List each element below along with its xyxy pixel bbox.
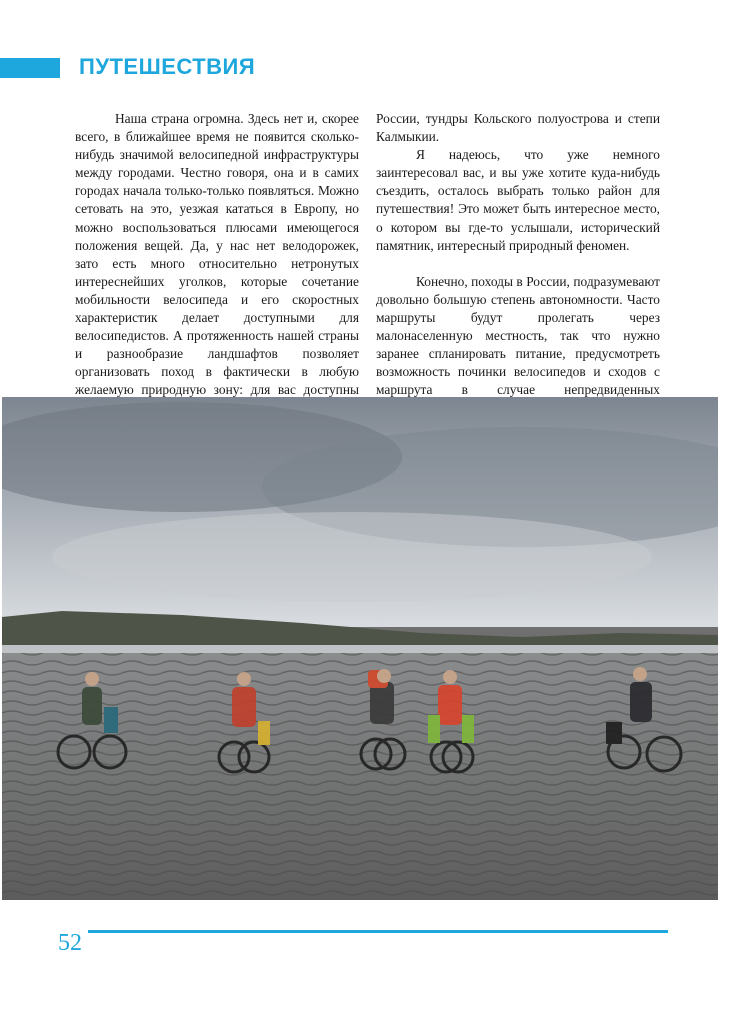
- article-paragraph-continuation: России, тундры Кольского полуострова и степи Калмыкии.: [376, 111, 660, 145]
- section-accent-bar: [0, 58, 60, 78]
- article-column-left: [75, 110, 359, 418]
- footer-rule: [88, 930, 668, 933]
- section-title: ПУТЕШЕСТВИЯ: [79, 54, 256, 79]
- page-number: 52: [58, 930, 82, 956]
- article-column-right: [376, 110, 660, 418]
- article-photo: [2, 397, 718, 900]
- article-paragraph: Наша страна огромна. Здесь нет и, скорее всего, в ближайшее время не появится сколько-нибудь значимой велосипедной инфраструктуры между городами. Честно говоря, она и в самих городах начала только-только появляться. Можно сетовать на это, уезжая кататься в Европу, но можно воспользоваться плюсами имеющегося положения вещей. Да, у нас нет велодорожек, зато есть много относительно нетронутых интереснейших уголков, которые сочетание мобильности велосипеда и его скоростных характеристик делает доступными для велосипедистов. А протяженность нашей страны и разнообразие ландшафтов позволяет организовать поход в фактически в любую желаемую природную зону: для вас доступны: [75, 111, 359, 398]
- article-paragraph: Я надеюсь, что уже немного заинтересовал вас, и вы уже хотите куда-нибудь съездить, осталось выбрать только район для путешествия! Это может быть интересное место, о котором вы где-то услышали, исторический памятник, интересный природный феномен.: [376, 147, 660, 253]
- article-paragraph: Конечно, походы в России, подразумевают довольно большую степень автономности. Часто маршруты будут пролегать через малонаселенную местность, так что нужно заранее спланировать питание, предусмотреть возможность починки велосипедов и сходов с маршрута в случае непредвиденных: [376, 273, 660, 398]
